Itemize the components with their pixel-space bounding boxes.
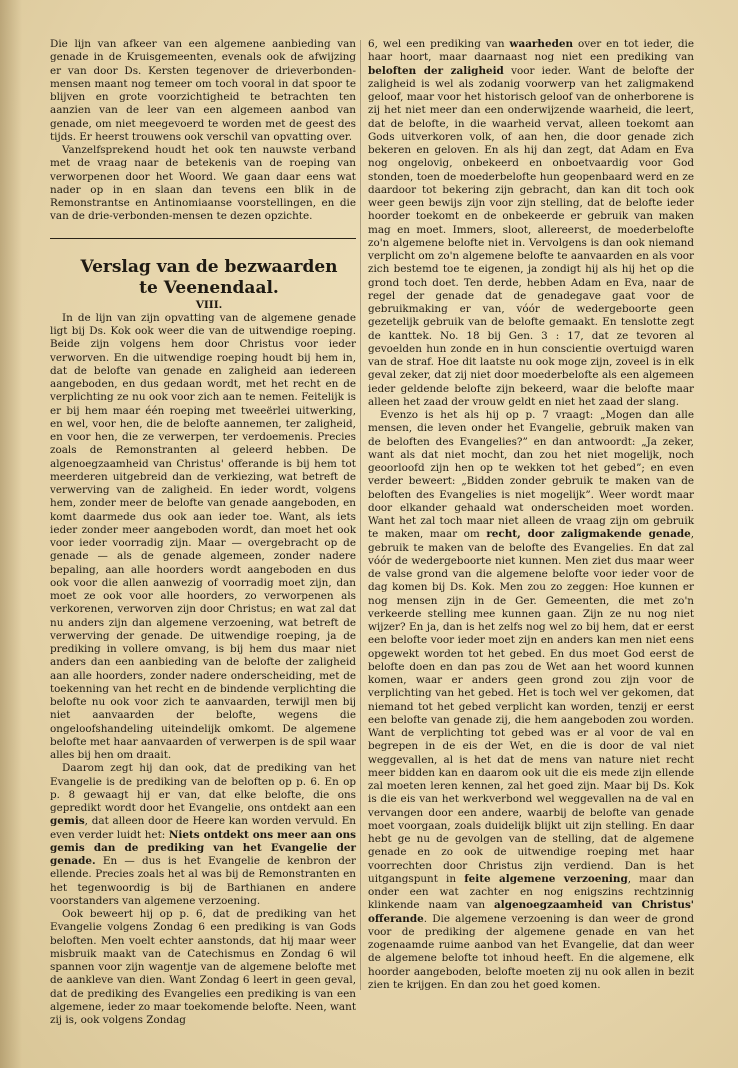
section-rule xyxy=(50,238,356,239)
page-fold-shadow xyxy=(0,0,22,1068)
intro-paragraph-2: Vanzelfsprekend houdt het ook ten nauwste verband met de vraag naar de betekenis van de roeping van verworpenen door het Woord. We gaan daar eens wat nader op in en slaan dan tevens een blik in de Remonstrantse en Antinomiaanse voorstellingen, en die van de drie-verbonden-mensen te dezen opzichte. xyxy=(50,144,356,223)
right-p1-text-b: over en tot ieder, die haar hoort, maar daarnaast nog niet een prediking van xyxy=(368,38,694,64)
column-divider xyxy=(360,40,361,990)
body-paragraph-2 xyxy=(50,762,356,908)
right-p2-text-d: . Die algemene verzoening is dan weer de grond voor de prediking der algemene genade en van het zogenaamde ruime aanbod van het Evangelie, dat dan weer de algemene belofte tot inhoud heeft. En die algemene, elk hoorder aangeboden, belofte moeten zij nu ook allen in bezit zien te krijgen. En dan zou het goed komen. xyxy=(368,912,694,991)
left-column xyxy=(50,38,356,1027)
body-p2-text-a: Daarom zegt hij dan ook, dat de prediking van het Evangelie is de prediking van de beloften op p. 6. En op p. 8 gewaagt hij er van, dat elke belofte, die ons gepredikt wordt door het Evangelie, ons ontdekt aan een xyxy=(50,762,356,814)
right-p1-bold-waarheden: waarheden xyxy=(509,38,573,50)
right-p2-text-c: , maar dan onder een wat zachter en nog enigszins rechtzinnig klinkende naam van xyxy=(368,872,695,912)
right-paragraph-2 xyxy=(368,409,694,992)
right-p1-text-a: 6, wel een prediking van xyxy=(368,38,510,50)
right-p1-text-c: voor ieder. Want de belofte der zaligheid is wel als zodanig voorwerp van het zaligmakend geloof, maar voor het historisch geloof van de onherborene is zij het niet meer dan een onderwijzende waarheid, die leert, dat de belofte, in die waarheid vervat, alleen toekomt aan Gods uitverkoren volk, of aan hen, die door genade zich bekeren en geloven. En als hij dan zegt, dat Adam en Eva nog ongelovig, onbekeerd en onboetvaardig voor God stonden, toen de moederbelofte hun geopenbaard werd en ze daardoor tot bekering zijn gebracht, dan kan dit toch ook weer geen bewijs zijn voor zijn stelling, dat de belofte ieder hoorder toekomt en de onbekeerde er gebruik van maken mag en moet. Immers, sloot, allereerst, de moederbelofte zo'n algemene belofte niet in. Vervolgens is dan ook niemand verplicht om zo'n algemene belofte te aanvaarden en als voor zich bestemd toe te eigenen, ja zondigt hij als hij het op die grond toch doet. Ten derde, hebben Adam en Eva, naar de regel der genade dat de genadegave gaat voor de gebruikmaking er van, vóór de wedergeboorte geen gezetelijk gebruik van de belofte gemaakt. En tenslotte zegt de kanttek. No. 18 bij Gen. 3 : 17, dat ze tevoren al gevoelden hun zonde en in hun conscientie overtuigd waren van de straf. Hoe dit laatste nu ook moge zijn, zoveel is in elk geval zeker, dat zij niet door moederbelofte als een algemeen ieder geldende belofte zijn bekeerd, waar die belofte maar alleen het zaad der vrouw geldt en niet het zaad der slang. xyxy=(368,64,694,408)
right-p1-bold-beloften: beloften der zaligheid xyxy=(368,64,504,77)
right-p2-bold-verzoening: feite algemene verzoening xyxy=(464,872,628,885)
article-headline-line2: te Veenendaal. xyxy=(139,277,279,298)
right-p2-bold-offerande: algenoegzaamheid van Christus' offerande xyxy=(368,899,694,925)
right-column xyxy=(368,38,694,992)
body-p2-text-b: , dat alleen door de Heere kan worden vervuld. En even verder luidt het: xyxy=(50,815,356,841)
body-paragraph-3: Ook beweert hij op p. 6, dat de prediking van het Evangelie volgens Zondag 6 een prediking is van Gods beloften. Men voelt echter aanstonds, dat hij maar weer misbruik maakt van de Catechismus en Zondag 6 wil spannen voor zijn wagentje van de algemene belofte met de aankleve van dien. Want Zondag 6 leert in geen geval, dat de prediking des Evangelies een prediking is van een algemene, ieder zo maar toekomende belofte. Neen, want zij is, ook volgens Zondag xyxy=(50,908,356,1026)
body-p2-bold-gemis: gemis xyxy=(50,815,85,828)
body-p2-bold-quote: Niets ontdekt ons meer aan ons gemis dan de prediking van het Evangelie der genade. xyxy=(50,828,356,867)
right-p2-text-b: , gebruik te maken van de belofte des Evangelies. En dat zal vóór de wedergeboorte niet kunnen. Men ziet dus maar weer de valse grond van die algemene belofte voor ieder voor de dag komen bij Ds. Kok. Men zou zo zeggen: Hoe kunnen er nog mensen zijn in de Ger. Gemeenten, die met zo'n verkeerde stelling mee kunnen gaan. Zijn ze nu nog niet wijzer? En ja, dan is het zelfs nog wel zo bij hem, dat er eerst een belofte voor ieder moet zijn en anders kan men niet eens opgewekt worden tot het gebed. En dus moet God eerst de belofte doen en dan pas zou de Wet aan het woord kunnen komen, waar er anders geen grond zou zijn voor de verplichting van het gebed. Het is toch wel ver gekomen, dat niemand tot het gebed verplicht kan worden, tenzij er eerst een belofte van genade zij, die hem aangeboden zou worden. Want de verplichting tot gebed was er al voor de val en begrepen in de eis der Wet, en die is door de val niet weggevallen, al is het dat de mens van nature niet recht meer bidden kan en daarom ook uit die eis mede zijn ellende zal moeten leren kennen, zal het goed zijn. Maar bij Ds. Kok is die eis van het werkverbond wel weggevallen na de val en vervangen door een andere, waarbij de belofte van genade moet voorgaan, zoals duidelijk blijkt uit zijn stelling. En daar hebt ge nu de gevolgen van de stelling, dat de algemene genade en zo ook de uitwendige roeping met haar voorrechten door Christus zijn verdiend. Dan is het uitgangspunt in xyxy=(368,528,695,885)
article-headline-line1: Verslag van de bezwaarden xyxy=(80,256,338,277)
body-paragraph-1: In de lijn van zijn opvatting van de algemene genade ligt bij Ds. Kok ook weer die van de uitwendige roeping. Beide zijn volgens hem door Christus voor ieder verworven. En die uitwendige roeping houdt bij hem in, dat de belofte van genade en zaligheid aan iedereen aangeboden, en dus gedaan wordt, met het recht en de verplichting ze nu ook voor zich aan te nemen. Feitelijk is er bij hem maar één roeping met tweeërlei uitwerking, en wel, voor hen, die de belofte aannemen, ter zaligheid, en voor hen, die ze verwerpen, ter verdoemenis. Precies zoals de Remonstranten al geleerd hebben. De algenoegzaamheid van Christus' offerande is bij hem tot meerderen uitgebreid dan de verkiezing, wat betreft de verwerving van de zaligheid. En ieder wordt, volgens hem, zonder meer de belofte van genade aangeboden, en komt daarmede dus ook aan ieder toe. Want, als iets ieder zonder meer aangeboden wordt, dan moet het ook voor ieder voorradig zijn. Maar — overgebracht op de genade — als de genade algemeen, zonder nadere bepaling, aan alle hoorders wordt aangeboden en dus ook voor die allen aanwezig of voorradig moet zijn, dan moet ze ook voor alle hoorders, zo verworpenen als verkorenen, verworven zijn door Christus; en wat zal dat nu anders zijn dan algemene verzoening, wat betreft de verwerving der genade. De uitwendige roeping, ja de prediking in vollere omvang, is bij hem dus maar niet anders dan een aanbieding van de belofte der zaligheid aan alle hoorders, zonder nadere onderscheiding, met de toekenning van het recht en de bindende verplichting die belofte nu ook voor zich te aanvaarden, terwijl men bij niet aanvaarden der belofte, wegens die ongeloofshandeling uiteindelijk omkomt. De algemene belofte met haar aanvaarden of verwerpen is de spil waar alles bij hen om draait. xyxy=(50,311,356,761)
right-paragraph-1 xyxy=(368,38,694,409)
right-p2-bold-genade: recht, door zaligmakende genade xyxy=(486,528,691,541)
right-p2-text-a: Evenzo is het als hij op p. 7 vraagt: „Mogen dan alle mensen, die leven onder het Evangelie, gebruik maken van de beloften des Evangelies?” en dan antwoordt: „Ja zeker, want als dat niet mocht, dan zou het niet mogelijk, noch geoorloofd zijn hen op te wekken tot het gebed”; en even verder beweert: „Bidden zonder gebruik te maken van de beloften des Evangelies is niet mogelijk”. Weer wordt maar door elkander gehaald wat onderscheiden moet worden. Want het zal toch maar niet alleen de vraag zijn om gebruik te maken, maar om xyxy=(368,409,694,541)
body-p2-text-c: En — dus is het Evangelie de kenbron der ellende. Precies zoals het al was bij de Remonstranten en het tegenwoordig is bij de Barthianen en andere voorstanders van algemene verzoening. xyxy=(50,855,356,907)
intro-paragraph-1: Die lijn van afkeer van een algemene aanbieding van genade in de Kruisgemeenten, evenals ook de afwijzing er van door Ds. Kersten tegenover de drieverbonden-mensen maant nog temeer om toch vooral in dat spoor te blijven en grote voorzichtigheid te betrachten ten aanzien van de leer van een algemeen aanbod van genade, om niet meegevoerd te worden met de geest des tijds. Er heerst trouwens ook verschil van opvatting over. xyxy=(50,38,356,143)
section-number: VIII. xyxy=(195,298,223,311)
